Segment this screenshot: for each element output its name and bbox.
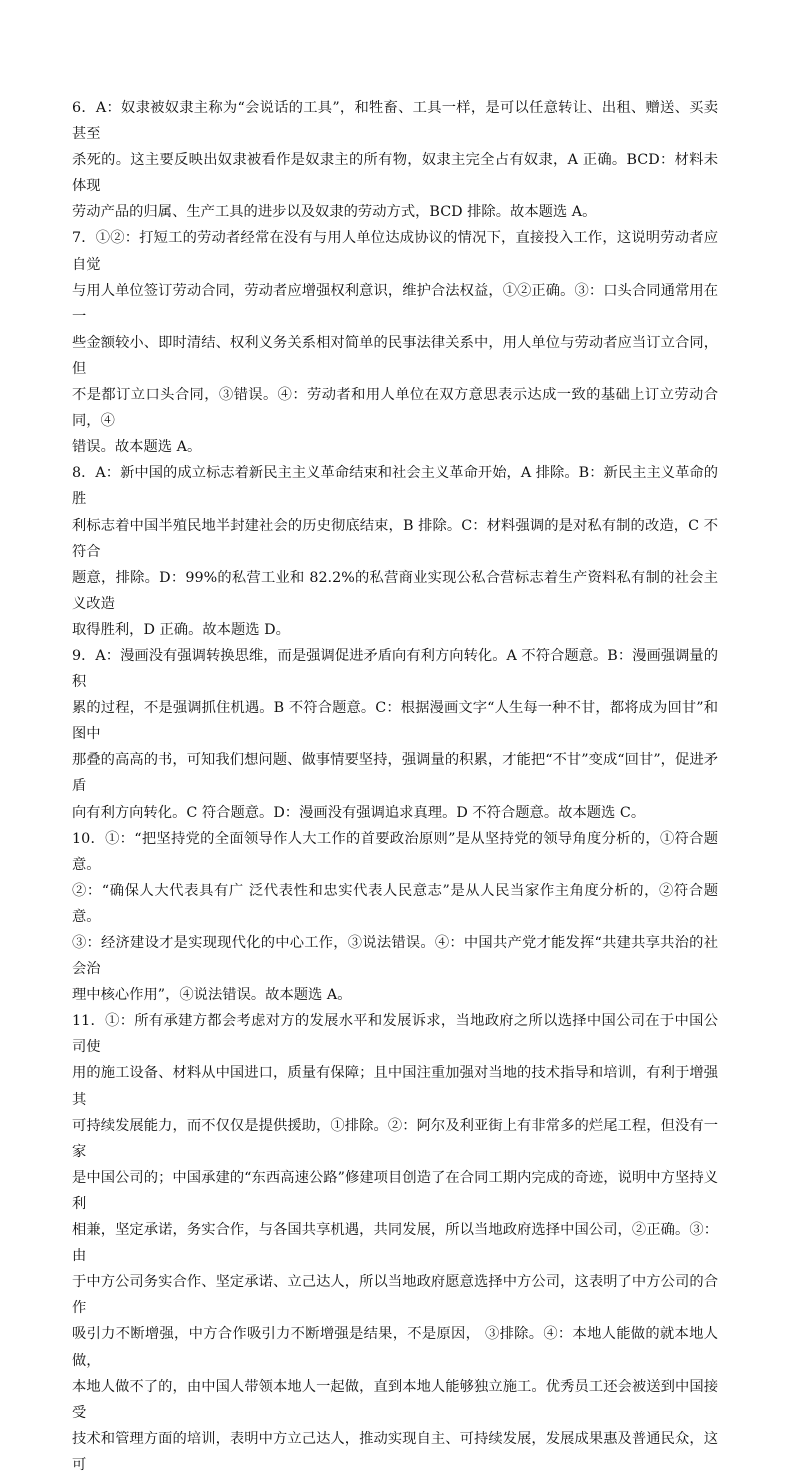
answer-6-line-3: 劳动产品的归属、生产工具的进步以及奴隶的劳动方式，BCD 排除。故本题选 A。	[72, 204, 597, 221]
answer-11-line-1: 11．①：所有承建方都会考虑对方的发展水平和发展诉求，当地政府之所以选择中国公司在于中国公司使	[72, 1013, 718, 1056]
answer-9-line-2: 累的过程，不是强调抓住机遇。B 不符合题意。C：根据漫画文字“人生每一种不甘，都将成为回甘”和图中	[72, 700, 718, 743]
answer-9-line-1: 9．A：漫画没有强调转换思维，而是强调促进矛盾向有利方向转化。A 不符合题意。B：漫画强调量的积	[72, 647, 718, 691]
answer-7-line-3: 些金额较小、即时清结、权利义务关系相对简单的民事法律关系中，用人单位与劳动者应当订立合同，但	[72, 334, 718, 377]
answer-9-line-4: 向有利方向转化。C 符合题意。D：漫画没有强调追求真理。D 不符合题意。故本题选 C。	[72, 804, 646, 821]
answer-8-line-4: 取得胜利，D 正确。故本题选 D。	[72, 621, 290, 638]
answer-11-line-9: 技术和管理方面的培训，表明中方立己达人，推动实现自主、可持续发展，发展成果惠及普通民众，这可	[72, 1430, 718, 1473]
answer-explanations	[72, 95, 718, 1478]
answer-11-line-6: 于中方公司务实合作、坚定承诺、立己达人，所以当地政府愿意选择中方公司，这表明了中方公司的合作	[72, 1274, 718, 1317]
answer-10-line-3: ③：经济建设才是实现现代化的中心工作，③说法错误。④：中国共产党才能发挥“共建共享共治的社会治	[72, 935, 718, 978]
answer-11-line-8: 本地人做不了的，由中国人带领本地人一起做，直到本地人能够独立施工。优秀员工还会被送到中国接受	[72, 1378, 718, 1421]
answer-7-line-1: 7．①②：打短工的劳动者经常在没有与用人单位达成协议的情况下，直接投入工作，这说明劳动者应自觉	[72, 230, 718, 273]
answer-10-line-1: 10．①：“把坚持党的全面领导作人大工作的首要政治原则”是从坚持党的领导角度分析的，①符合题意。	[72, 830, 718, 873]
answer-11-line-4: 是中国公司的；中国承建的“东西高速公路”修建项目创造了在合同工期内完成的奇迹，说明中方坚持义利	[72, 1169, 718, 1212]
answer-11-line-5: 相兼，坚定承诺，务实合作，与各国共享机遇，共同发展，所以当地政府选择中国公司，②正确。③：由	[72, 1222, 718, 1265]
answer-6-line-1: 6．A：奴隶被奴隶主称为“会说话的工具”，和牲畜、工具一样，是可以任意转让、出租、赠送、买卖甚至	[72, 100, 718, 143]
answer-11-line-7: 吸引力不断增强，中方合作吸引力不断增强是结果，不是原因， ③排除。④：本地人能做的就本地人做，	[72, 1326, 718, 1369]
answer-11-line-2: 用的施工设备、材料从中国进口，质量有保障；且中国注重加强对当地的技术指导和培训，有利于增强其	[72, 1065, 718, 1108]
answer-10-line-4: 理中核心作用”，④说法错误。故本题选 A。	[72, 987, 352, 1004]
answer-8-line-2: 利标志着中国半殖民地半封建社会的历史彻底结束，B 排除。C：材料强调的是对私有制的改造，C 不符合	[72, 517, 718, 560]
answer-10-line-2: ②：“确保人大代表具有广 泛代表性和忠实代表人民意志”是从人民当家作主角度分析的，②符合题意。	[72, 882, 718, 925]
answer-7-line-2: 与用人单位签订劳动合同，劳动者应增强权利意识，维护合法权益，①②正确。③：口头合同通常用在一	[72, 282, 718, 325]
answer-11-line-3: 可持续发展能力，而不仅仅是提供援助，①排除。②：阿尔及利亚街上有非常多的烂尾工程，但没有一家	[72, 1117, 718, 1160]
answer-7-line-5: 错误。故本题选 A。	[72, 439, 202, 456]
answer-6-line-2: 杀死的。这主要反映出奴隶被看作是奴隶主的所有物，奴隶主完全占有奴隶，A 正确。BCD：材料未体现	[72, 152, 718, 195]
answer-8-line-1: 8．A：新中国的成立标志着新民主主义革命结束和社会主义革命开始，A 排除。B：新民主主义革命的胜	[72, 465, 718, 508]
answer-9-line-3: 那叠的高高的书，可知我们想问题、做事情要坚持，强调量的积累，才能把“不甘”变成“回甘”，促进矛盾	[72, 752, 718, 795]
answer-8-line-3: 题意，排除。D：99%的私营工业和 82.2%的私营商业实现公私合营标志着生产资料私有制的社会主义改造	[72, 569, 718, 612]
answer-7-line-4: 不是都订立口头合同，③错误。④：劳动者和用人单位在双方意思表示达成一致的基础上订立劳动合同，④	[72, 387, 718, 430]
